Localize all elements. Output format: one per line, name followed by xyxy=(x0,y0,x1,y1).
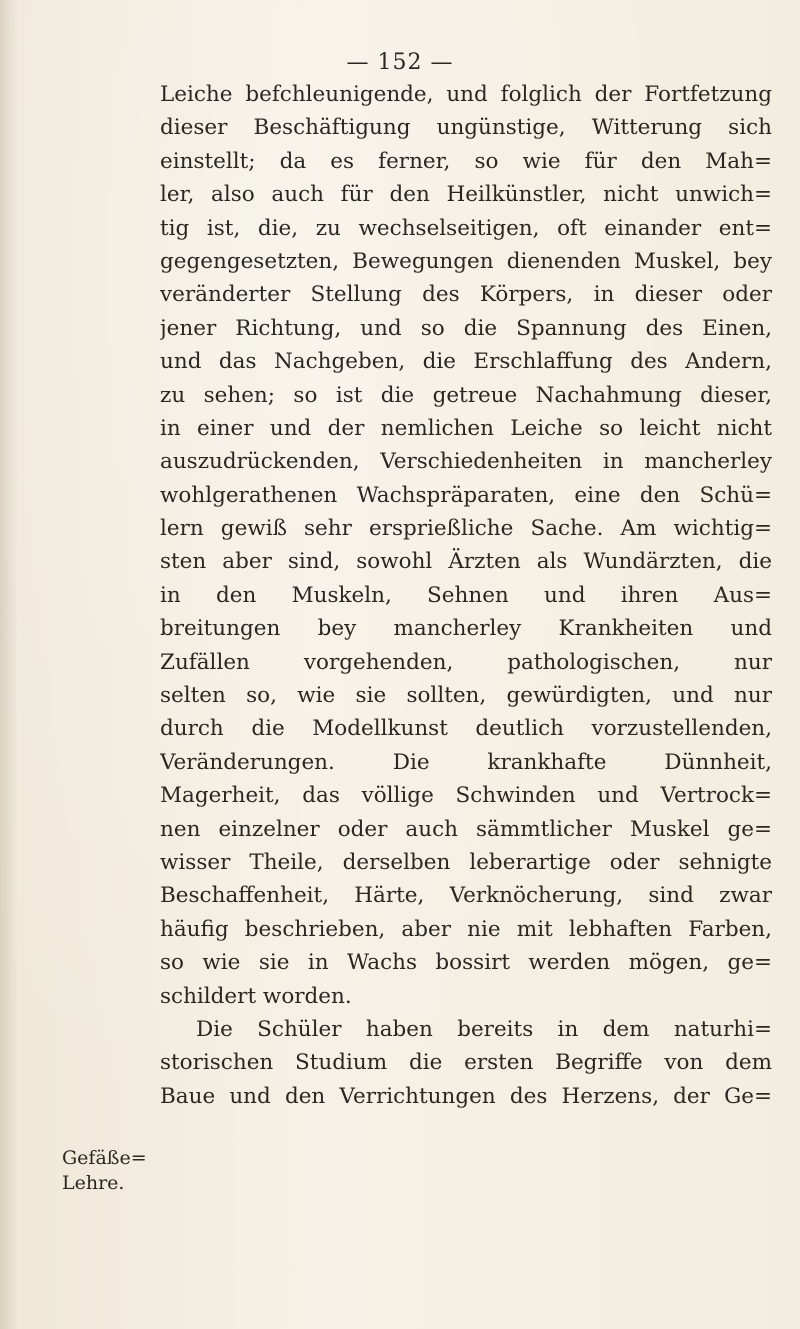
text-line: schildert worden. xyxy=(160,983,352,1009)
page-gutter-shadow xyxy=(0,0,18,1329)
text-line: und das Nachgeben, die Erschlaffung des Andern, xyxy=(160,349,772,375)
body-text xyxy=(160,78,772,1113)
text-line: tig ist, die, zu wechselseitigen, oft einander ent= xyxy=(160,215,772,241)
text-line: selten so, wie sie sollten, gewürdigten, und nur xyxy=(160,683,772,709)
text-line: häufig beschrieben, aber nie mit lebhaften Farben, xyxy=(160,916,772,942)
text-line: nen einzelner oder auch sämmtlicher Muskel ge= xyxy=(160,816,772,842)
margin-note-line: Gefäße= xyxy=(62,1147,147,1169)
text-line: einstellt; da es ferner, so wie für den Mah= xyxy=(160,148,772,174)
text-line: lern gewiß sehr ersprießliche Sache. Am wichtig= xyxy=(160,516,772,542)
margin-note-line: Lehre. xyxy=(62,1172,125,1194)
text-line: Baue und den Verrichtungen des Herzens, der Ge= xyxy=(160,1083,772,1109)
text-line: Zufällen vorgehenden, pathologischen, nur xyxy=(160,649,772,675)
paragraph-start-line: Die Schüler haben bereits in dem naturhi= xyxy=(196,1016,772,1042)
page-number: — 152 — xyxy=(346,50,454,75)
text-line: in einer und der nemlichen Leiche so leicht nicht xyxy=(160,415,772,441)
text-line: Magerheit, das völlige Schwinden und Vertrock= xyxy=(160,783,772,809)
text-line: veränderter Stellung des Körpers, in dieser oder xyxy=(160,282,772,308)
text-line: storischen Studium die ersten Begriffe von dem xyxy=(160,1050,772,1076)
text-line: jener Richtung, und so die Spannung des Einen, xyxy=(160,315,772,341)
text-line: zu sehen; so ist die getreue Nachahmung dieser, xyxy=(160,382,772,408)
text-line: in den Muskeln, Sehnen und ihren Aus= xyxy=(160,582,772,608)
text-line: durch die Modellkunst deutlich vorzustellenden, xyxy=(160,716,772,742)
text-line: Leiche befchleunigende, und folglich der Fortfetzung xyxy=(160,82,772,107)
text-line: breitungen bey mancherley Krankheiten und xyxy=(160,616,772,642)
text-line: so wie sie in Wachs bossirt werden mögen, ge= xyxy=(160,950,772,976)
text-line: auszudrückenden, Verschiedenheiten in mancherley xyxy=(160,449,772,475)
text-line: dieser Beschäftigung ungünstige, Witterung sich xyxy=(160,115,772,141)
text-line: sten aber sind, sowohl Ärzten als Wundärzten, die xyxy=(160,549,772,575)
text-line: Veränderungen. Die krankhafte Dünnheit, xyxy=(160,749,772,775)
text-line: Beschaffenheit, Härte, Verknöcherung, sind zwar xyxy=(160,883,772,909)
margin-note xyxy=(62,1146,147,1196)
text-line: wohlgerathenen Wachspräparaten, eine den Schü= xyxy=(160,482,772,508)
text-line: ler, also auch für den Heilkünstler, nicht unwich= xyxy=(160,182,772,208)
text-line: gegengesetzten, Bewegungen dienenden Muskel, bey xyxy=(160,248,772,274)
text-line: wisser Theile, derselben leberartige oder sehnigte xyxy=(160,849,772,875)
